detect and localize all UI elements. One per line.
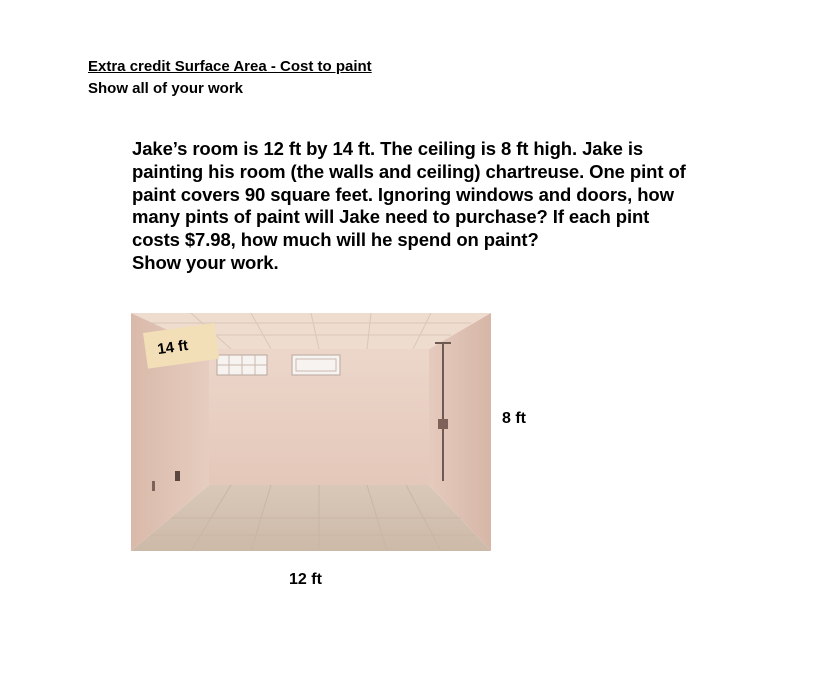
wall-outlet bbox=[175, 471, 180, 481]
height-label: 8 ft bbox=[502, 410, 526, 427]
wall-outlet bbox=[152, 481, 155, 491]
window-left bbox=[217, 355, 267, 375]
depth-label: 14 ft bbox=[156, 336, 190, 359]
problem-line: costs $7.98, how much will he spend on paint? bbox=[132, 229, 539, 251]
worksheet-subtitle: Show all of your work bbox=[88, 80, 244, 97]
worksheet-title: Extra credit Surface Area - Cost to paint bbox=[88, 58, 372, 75]
problem-text bbox=[132, 138, 772, 275]
width-label: 12 ft bbox=[289, 571, 322, 588]
window-right bbox=[292, 355, 340, 375]
problem-line: paint covers 90 square feet. Ignoring windows and doors, how bbox=[132, 183, 674, 205]
problem-line: Show your work. bbox=[132, 251, 279, 273]
problem-line: painting his room (the walls and ceiling) chartreuse. One pint of bbox=[132, 160, 686, 182]
problem-line: Jake’s room is 12 ft by 14 ft. The ceiling is 8 ft high. Jake is bbox=[132, 138, 644, 159]
problem-line: many pints of paint will Jake need to purchase? If each pint bbox=[132, 206, 650, 228]
